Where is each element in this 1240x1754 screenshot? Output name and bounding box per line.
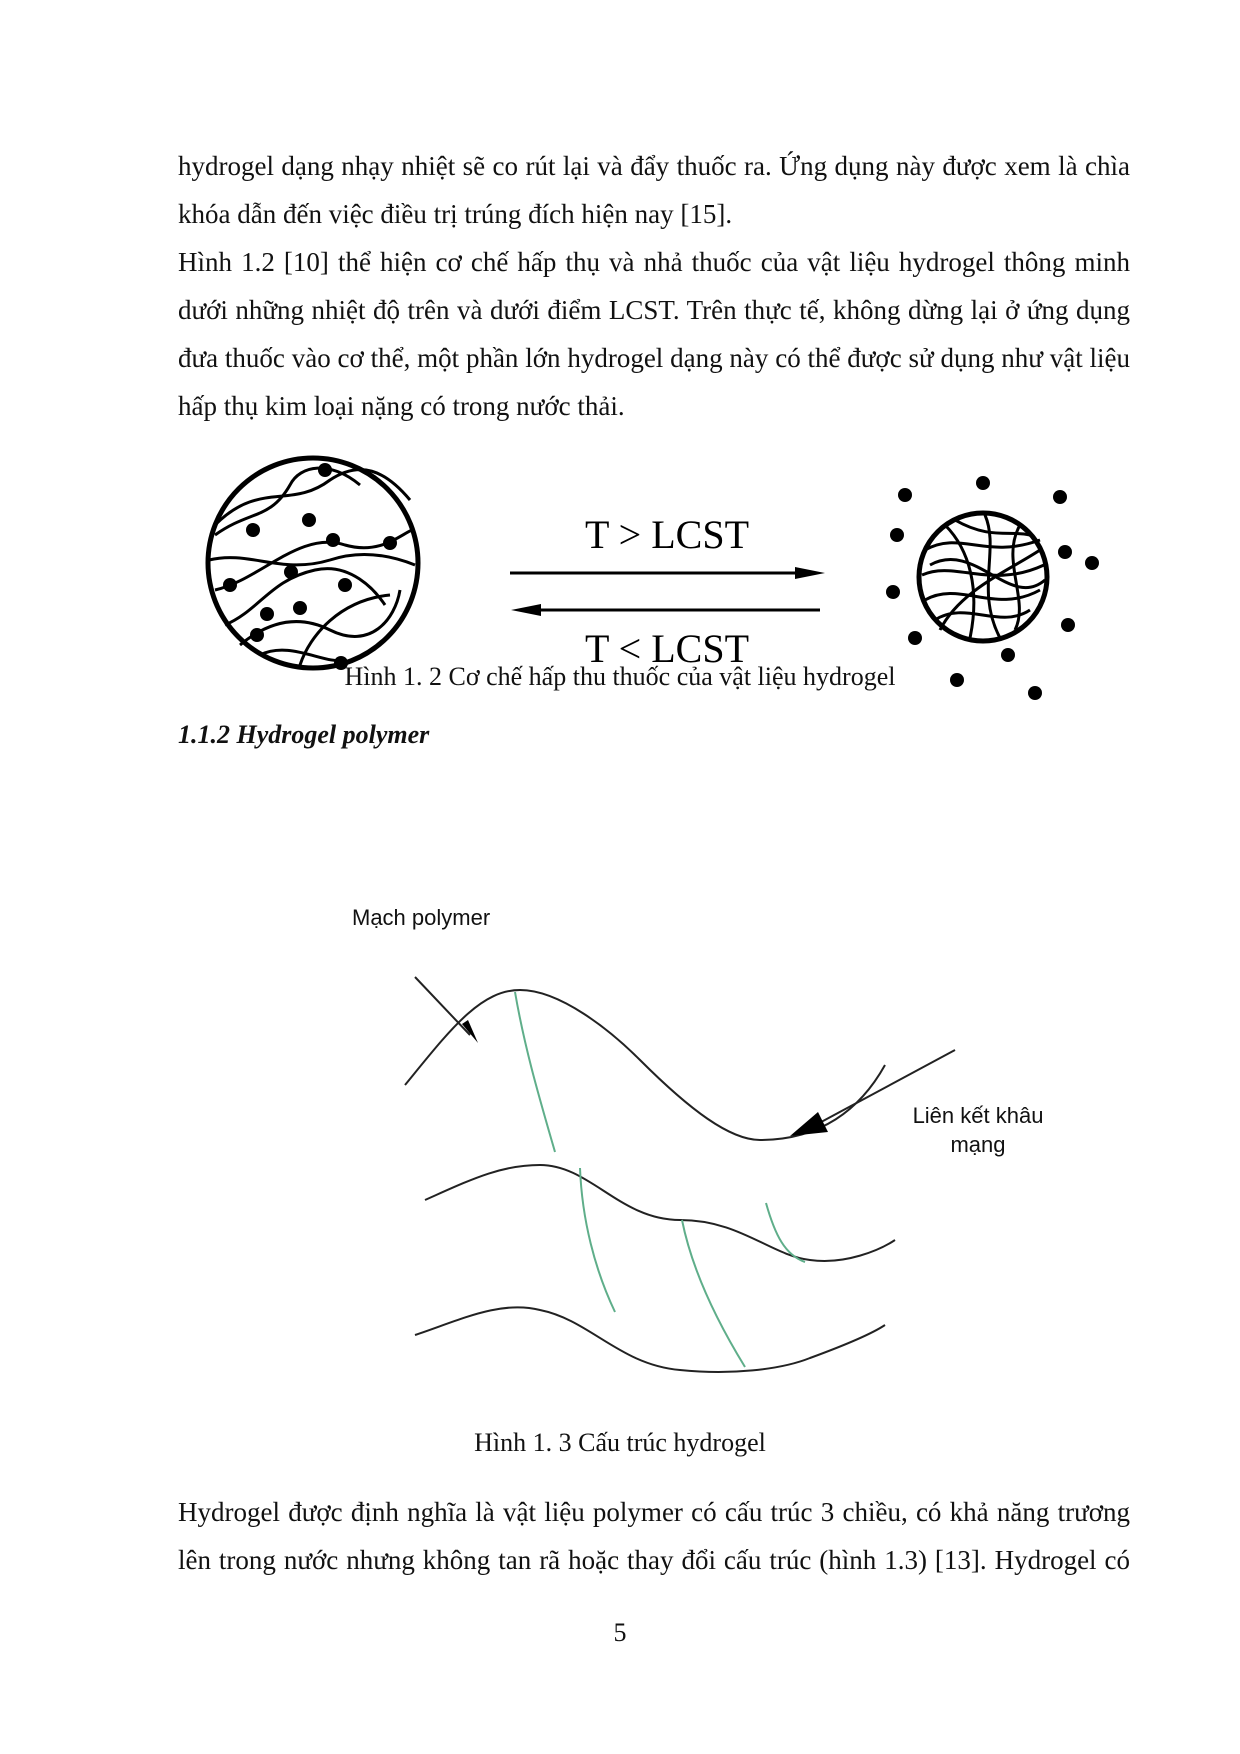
paragraph-2 — [178, 238, 1130, 430]
section-heading: 1.1.2 Hydrogel polymer — [178, 720, 430, 749]
figure-hydrogel-structure — [0, 880, 1240, 1400]
label-polymer-chain: Mạch polymer — [352, 905, 491, 930]
crosslinks — [515, 992, 805, 1367]
equilibrium-arrows — [510, 567, 825, 616]
label-t-above-lcst: T > LCST — [584, 512, 750, 557]
paragraph-1-line-1: hydrogel dạng nhạy nhiệt sẽ co rút lại và đẩy thuốc ra. Ứng dụng này được xem là chìa — [178, 151, 1130, 181]
label-t-below-lcst: T < LCST — [584, 626, 750, 671]
page-number: 5 — [613, 1618, 627, 1647]
polymer-chains — [405, 990, 895, 1372]
swollen-hydrogel-diagram — [208, 458, 418, 668]
collapsed-hydrogel-diagram — [919, 513, 1047, 641]
paragraph-3 — [178, 1488, 1130, 1584]
paragraph-1 — [178, 142, 1130, 238]
paragraph-3-line-1: Hydrogel được định nghĩa là vật liệu polymer có cấu trúc 3 chiều, có khả năng trương — [178, 1497, 1130, 1527]
label-crosslink-line-1: Liên kết khâu — [912, 1103, 1044, 1128]
paragraph-2-line-3: đưa thuốc vào cơ thể, một phần lớn hydrogel dạng này có thể được sử dụng như vật liệu — [178, 343, 1130, 373]
paragraph-2-line-4: hấp thụ kim loại nặng có trong nước thải. — [178, 391, 625, 421]
figure-1-2-caption: Hình 1. 2 Cơ chế hấp thu thuốc của vật liệu hydrogel — [344, 662, 896, 691]
paragraph-2-line-1: Hình 1.2 [10] thể hiện cơ chế hấp thụ và nhả thuốc của vật liệu hydrogel thông minh — [178, 247, 1130, 277]
paragraph-3-line-2: lên trong nước nhưng không tan rã hoặc thay đổi cấu trúc (hình 1.3) [13]. Hydrogel có — [178, 1545, 1130, 1575]
paragraph-1-line-2: khóa dẫn đến việc điều trị trúng đích hiện nay [15]. — [178, 199, 733, 229]
arrow-polymer-chain — [415, 977, 478, 1043]
label-crosslink-line-2: mạng — [950, 1132, 1006, 1157]
figure-1-3-caption: Hình 1. 3 Cấu trúc hydrogel — [474, 1428, 766, 1457]
paragraph-2-line-2: dưới những nhiệt độ trên và dưới điểm LCST. Trên thực tế, không dừng lại ở ứng dụng — [178, 295, 1130, 325]
